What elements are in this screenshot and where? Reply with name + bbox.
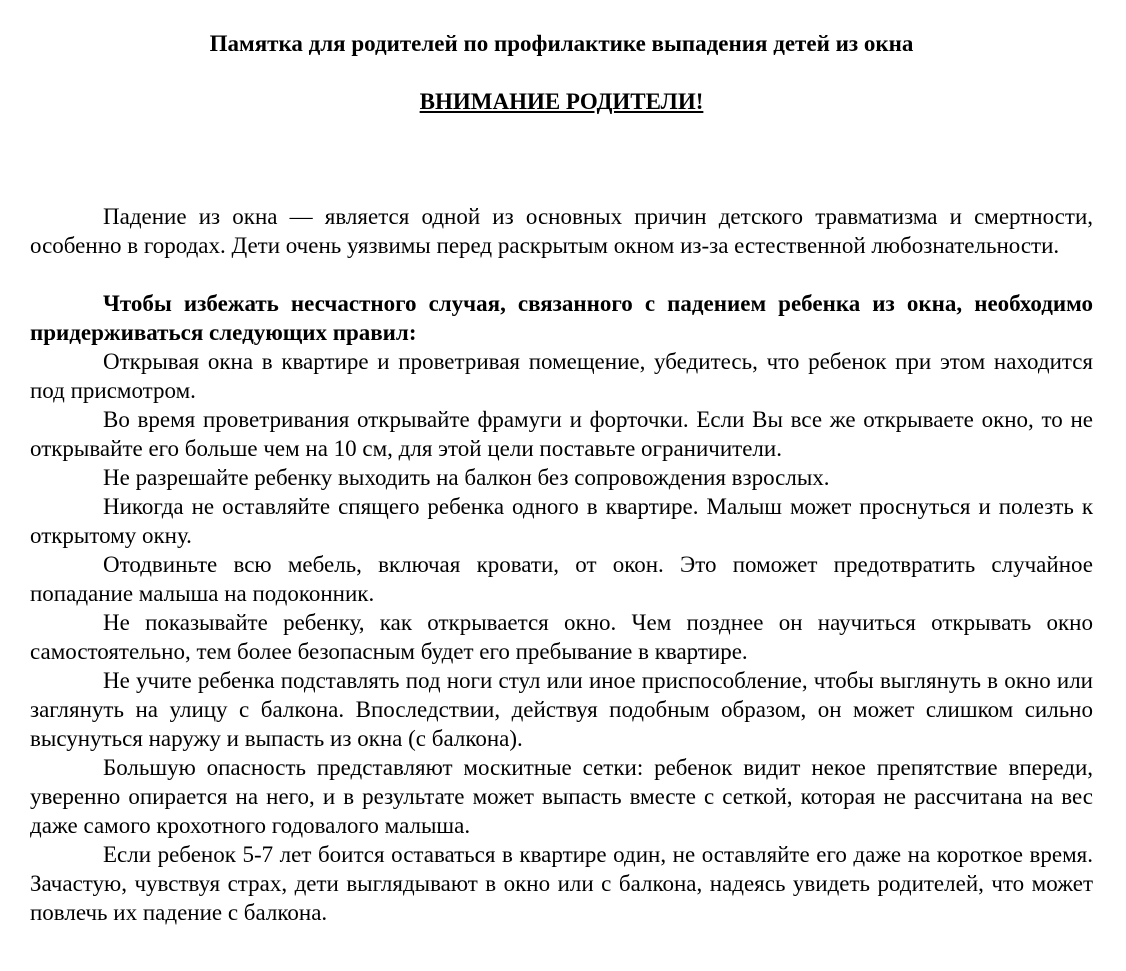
rule-item: Никогда не оставляйте спящего ребенка одного в квартире. Малыш может проснуться и полезть к открытому окну. — [30, 494, 1093, 548]
paragraph-spacer — [30, 260, 1093, 289]
document-body — [30, 202, 1093, 927]
rule-item: Открывая окна в квартире и проветривая помещение, убедитесь, что ребенок при этом находится под присмотром. — [30, 349, 1093, 403]
rule-item: Не показывайте ребенку, как открывается окно. Чем позднее он научиться открывать окно самостоятельно, тем более безопасным будет его пребывание в квартире. — [30, 610, 1093, 664]
document-subtitle: ВНИМАНИЕ РОДИТЕЛИ! — [419, 89, 704, 114]
intro-paragraph: Падение из окна — является одной из основных причин детского травматизма и смертности, особенно в городах. Дети очень уязвимы перед раскрытым окном из-за естественной любознательности. — [30, 204, 1093, 258]
rule-item: Не учите ребенка подставлять под ноги стул или иное приспособление, чтобы выглянуть в окно или заглянуть на улицу с балкона. Впоследствии, действуя подобным образом, он может слишком сильно высунуться наружу и выпасть из окна (с балкона). — [30, 668, 1093, 751]
rule-item: Отодвиньте всю мебель, включая кровати, от окон. Это поможет предотвратить случайное попадание малыша на подоконник. — [30, 552, 1093, 606]
rule-item: Если ребенок 5-7 лет боится оставаться в квартире один, не оставляйте его даже на короткое время. Зачастую, чувствуя страх, дети выглядывают в окно или с балкона, надеясь увидеть родителей, что может повлечь их падение с балкона. — [30, 842, 1093, 925]
rule-item: Не разрешайте ребенку выходить на балкон без сопровождения взрослых. — [103, 465, 830, 490]
rule-item: Во время проветривания открывайте фрамуги и форточки. Если Вы все же открываете окно, то не открывайте его больше чем на 10 см, для этой цели поставьте ограничители. — [30, 407, 1093, 461]
document-title: Памятка для родителей по профилактике выпадения детей из окна — [209, 31, 914, 56]
rule-item: Большую опасность представляют москитные сетки: ребенок видит некое препятствие впереди, уверенно опирается на него, и в результате может выпасть вместе с сеткой, которая не рассчитана на вес даже самого крохотного годовалого малыша. — [30, 755, 1093, 838]
rules-intro: Чтобы избежать несчастного случая, связанного с падением ребенка из окна, необходимо придерживаться следующих правил: — [30, 291, 1093, 345]
